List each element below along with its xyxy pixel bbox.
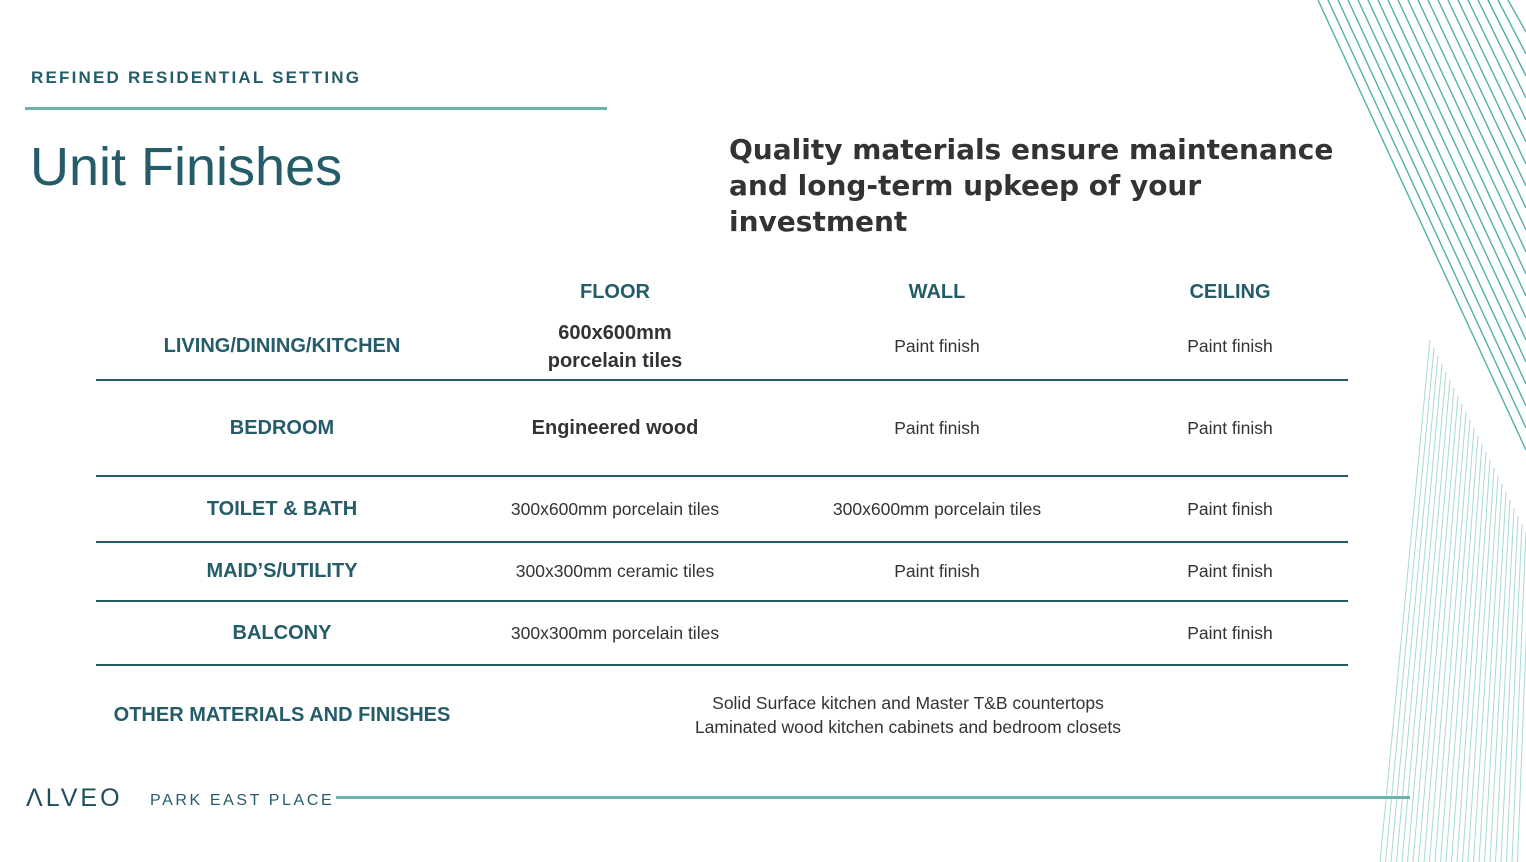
decorative-line — [1496, 508, 1515, 862]
eyebrow-divider — [25, 107, 607, 110]
subtitle-line-1: Quality materials ensure maintenance — [729, 133, 1334, 166]
wall-value: 300x600mm porcelain tiles — [832, 498, 1042, 519]
other-materials-line-2: Laminated wood kitchen cabinets and bedroom closets — [694, 717, 1122, 737]
alveo-logo: ΛLVEO — [26, 784, 123, 812]
floor-value: 300x300mm porcelain tiles — [510, 622, 720, 643]
table-row — [96, 477, 1348, 543]
floor-value-line-1: 600x600mm — [558, 321, 672, 344]
row-label: BEDROOM — [229, 416, 335, 439]
column-header-floor: FLOOR — [580, 280, 650, 303]
decorative-line — [1418, 0, 1526, 230]
row-label: TOILET & BATH — [206, 497, 358, 520]
table-row — [96, 543, 1348, 602]
decorative-line — [1508, 0, 1526, 32]
row-label: MAID’S/UTILITY — [206, 560, 358, 582]
other-materials-text — [468, 691, 1348, 739]
decorative-line — [1378, 0, 1526, 318]
decorative-line — [1398, 0, 1526, 274]
floor-value: 300x300mm ceramic tiles — [515, 561, 715, 581]
ceiling-value: Paint finish — [1187, 561, 1273, 581]
decorative-line — [1501, 516, 1518, 862]
decorative-line — [1348, 0, 1526, 384]
decorative-line — [1358, 0, 1526, 362]
wall-value: Paint finish — [894, 561, 980, 581]
project-name: PARK EAST PLACE — [150, 792, 335, 809]
decorative-line — [1388, 0, 1526, 296]
column-header-ceiling: CEILING — [1189, 280, 1271, 303]
footer-divider — [336, 796, 1410, 799]
decorative-line — [1386, 348, 1435, 862]
ceiling-value: Paint finish — [1187, 417, 1273, 438]
section-eyebrow: REFINED RESIDENTIAL SETTING — [31, 68, 362, 87]
ceiling-value: Paint finish — [1187, 336, 1273, 356]
floor-value: 300x600mm porcelain tiles — [510, 498, 720, 519]
column-header-wall: WALL — [908, 280, 966, 303]
other-materials-line-1: Solid Surface kitchen and Master T&B countertops — [712, 693, 1104, 713]
floor-value-line-2: porcelain tiles — [547, 349, 683, 372]
floor-value: Engineered wood — [531, 417, 699, 439]
decorative-line — [1488, 0, 1526, 76]
ceiling-value: Paint finish — [1187, 622, 1273, 643]
subtitle-line-2: and long-term upkeep of your investment — [729, 169, 1202, 238]
decorative-line — [1474, 476, 1499, 862]
page-title: Unit Finishes — [30, 137, 343, 197]
finishes-table — [96, 270, 1348, 764]
wall-value: Paint finish — [894, 336, 980, 356]
floor-value — [468, 319, 762, 375]
decorative-line — [1485, 492, 1507, 862]
other-materials-row — [96, 666, 1348, 764]
row-label: BALCONY — [232, 621, 332, 644]
other-materials-label: OTHER MATERIALS AND FINISHES — [113, 703, 451, 726]
wall-value: Paint finish — [894, 417, 980, 438]
table-row — [96, 602, 1348, 666]
table-row — [96, 314, 1348, 381]
ceiling-value: Paint finish — [1187, 498, 1273, 519]
decorative-line — [1380, 340, 1430, 862]
row-label: LIVING/DINING/KITCHEN — [163, 335, 401, 357]
decorative-line — [1448, 0, 1526, 164]
decorative-line — [1458, 0, 1526, 142]
table-row — [96, 381, 1348, 477]
page-subtitle — [729, 132, 1369, 240]
decorative-line — [1419, 396, 1459, 862]
table-header-row — [96, 270, 1348, 314]
decorative-line — [1478, 0, 1526, 98]
decorative-line — [1428, 0, 1526, 208]
decorative-line — [1430, 412, 1467, 862]
decorative-line — [1441, 428, 1475, 862]
